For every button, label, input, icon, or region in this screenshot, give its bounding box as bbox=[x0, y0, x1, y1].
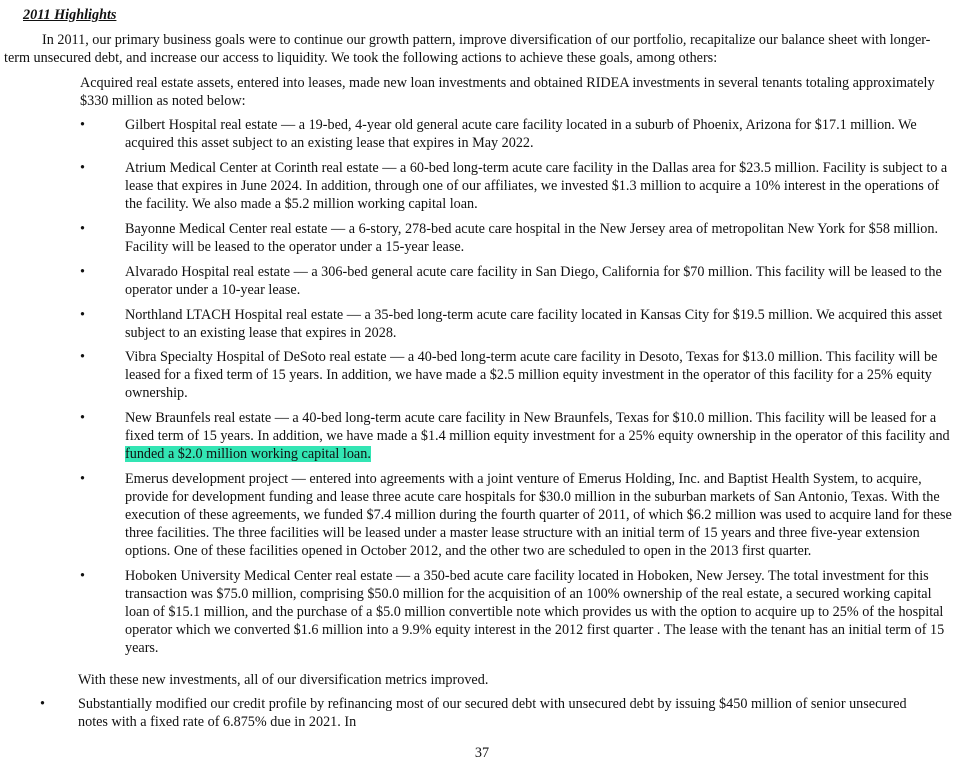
section-heading: 2011 Highlights bbox=[23, 7, 117, 23]
list-item-text: Hoboken University Medical Center real estate — a 350-bed acute care facility located in Hoboken, New Jersey. The total investment for this transaction was $75.0 million, comprising $50.0 million for the acquisition of an 100% ownership of the real estate, a secured working capital loan of $15.1 million, and the purchase of a $5.0 million convertible note which provides us with the option to acquire up to 25% of the hospital operator which we converted $1.6 million into a 9.9% equity interest in the 2012 first quarter . The lease with the tenant has an initial term of 15 years. bbox=[125, 568, 945, 656]
bullet-icon: • bbox=[80, 349, 85, 365]
credit-profile-text: Substantially modified our credit profile by refinancing most of our secured debt with unsecured debt by issuing $450 million of senior unsecured notes with a fixed rate of 6.875% due in 2021. In bbox=[78, 696, 907, 730]
list-item-text: Atrium Medical Center at Corinth real estate — a 60-bed long-term acute care facility in the Dallas area for $23.5 million. Facility is subject to a lease that expires in June 2024. In addition, through one of our affiliates, we invested $1.3 million to acquire a 10% interest in the operations of the facility. We also made a $5.2 million working capital loan. bbox=[125, 160, 948, 212]
bullet-icon: • bbox=[80, 307, 85, 323]
list-item-text: Emerus development project — entered into agreements with a joint venture of Emerus Holding, Inc. and Baptist Health System, to acquire, provide for development funding and lease three acute care hospitals for $30.0 million in the suburban markets of San Antonio, Texas. With the execution of these agreements, we funded $7.4 million during the fourth quarter of 2011, of which $6.2 million was used to acquire land for these three facilities. The three facilities will be leased under a master lease structure with an initial term of 15 years and three five-year extension options. One of these facilities opened in October 2012, and the other two are scheduled to open in the 2013 first quarter. bbox=[125, 471, 952, 559]
bullet-icon: • bbox=[80, 117, 85, 133]
closing-paragraph: With these new investments, all of our diversification metrics improved. bbox=[78, 672, 489, 688]
list-item-text: Gilbert Hospital real estate — a 19-bed, 4-year old general acute care facility located in a suburb of Phoenix, Arizona for $17.1 million. We acquired this asset subject to an existing lease that expires in May 2022. bbox=[125, 117, 917, 151]
acquisitions-lead-paragraph: Acquired real estate assets, entered into leases, made new loan investments and obtained RIDEA investments in several tenants totaling approximately $330 million as noted below: bbox=[80, 75, 935, 109]
list-item-text: Northland LTACH Hospital real estate — a 35-bed long-term acute care facility located in Kansas City for $19.5 million. We acquired this asset subject to an existing lease that expires in 2028. bbox=[125, 307, 943, 341]
page-number: 37 bbox=[474, 745, 490, 761]
intro-paragraph: In 2011, our primary business goals were to continue our growth pattern, improve diversification of our portfolio, recapitalize our balance sheet with longer-term unsecured debt, and increase our access to liquidity. We took the following actions to achieve these goals, among others: bbox=[4, 32, 931, 66]
list-item-text-main: New Braunfels real estate — a 40-bed long-term acute care facility in New Braunfels, Texas for $10.0 million. This facility will be leased for a fixed term of 15 years. In addition, we have made a $1.4 million equity investment for a 25% equity ownership in the operator of this facility and bbox=[125, 410, 950, 444]
list-item-text: Vibra Specialty Hospital of DeSoto real estate — a 40-bed long-term acute care facility in Desoto, Texas for $13.0 million. This facility will be leased for a fixed term of 15 years. In addition, we have made a $2.5 million equity investment in the operator of this facility for a 25% equity ownership. bbox=[125, 349, 938, 401]
list-item-text bbox=[125, 409, 958, 463]
bullet-icon: • bbox=[80, 568, 85, 584]
list-item-text: Alvarado Hospital real estate — a 306-bed general acute care facility in San Diego, California for $70 million. This facility will be leased to the operator under a 10-year lease. bbox=[125, 264, 942, 298]
bullet-icon: • bbox=[80, 160, 85, 176]
highlighted-text: funded a $2.0 million working capital loan. bbox=[125, 446, 371, 462]
bullet-icon: • bbox=[80, 471, 85, 487]
bullet-icon: • bbox=[80, 410, 85, 426]
bullet-icon: • bbox=[80, 221, 85, 237]
bullet-icon: • bbox=[80, 264, 85, 280]
bullet-icon: • bbox=[40, 696, 45, 712]
list-item-text: Bayonne Medical Center real estate — a 6-story, 278-bed acute care hospital in the New Jersey area of metropolitan New York for $58 million. Facility will be leased to the operator under a 15-year lease. bbox=[125, 221, 939, 255]
